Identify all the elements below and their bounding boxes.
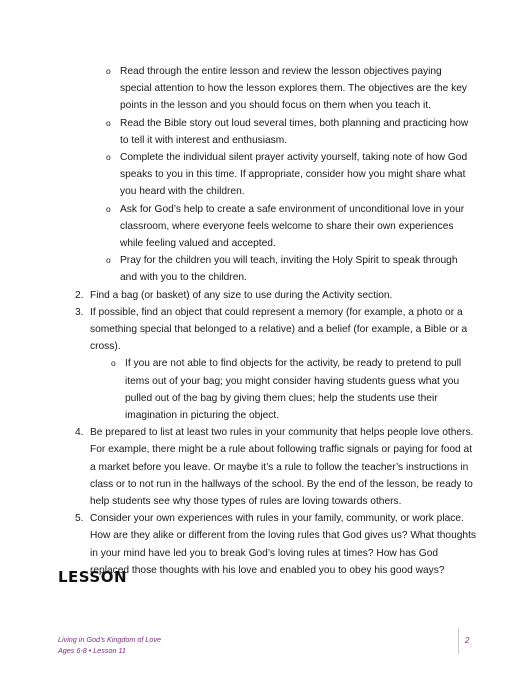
circle-bullet-icon: o [106,203,111,214]
sub-list-text: Read through the entire lesson and review the lesson objectives paying special attention to how the lesson explores them. The objectives are the key points in the lesson and you should focus on them when you teach it. [120,66,467,112]
sub-list-item [58,149,476,201]
footer-divider [458,628,459,654]
sub-list-item [58,115,476,149]
sub-list-text: Read the Bible story out loud several times, both planning and practicing how to tell it with interest and enthusiasm. [120,117,469,146]
numbered-item [58,304,476,356]
sub-list-text: Ask for God’s help to create a safe environment of unconditional love in your classroom, where everyone feels welcome to share their own experiences while feeling valued and accepted. [120,203,465,250]
numbered-text: Consider your own experiences with rules in your family, community, or work place. How are they alike or different from the loving rules that God gives us? What thoughts in your mind have led you to break God’s loving rules at times? How has God replaced those thoughts with his love and enabled you to obey his good ways? [90,513,477,576]
item-number: 5. [75,513,84,525]
page-number: 2 [465,636,470,645]
sub-list-text: Pray for the children you will teach, inviting the Holy Spirit to speak through and with you to the children. [120,255,458,284]
numbered-text: Find a bag (or basket) of any size to use during the Activity section. [90,289,393,301]
prep-list [58,63,476,579]
numbered-text: Be prepared to list at least two rules in your community that helps people love others. For example, there might be a rule about following traffic signals or paying for food at a market before you leave. Or maybe it’s a rule to follow the teacher’s instructions in class or to not run in the hallways of the school. By the end of the lesson, be ready to help students see why those types of rules are loving towards others. [90,427,474,508]
footer-series: Living in God’s Kingdom of Love [58,635,161,644]
numbered-item [58,287,476,304]
sub-list-item [58,252,476,286]
circle-bullet-icon: o [106,117,111,128]
item-number: 4. [75,427,84,439]
item-number: 3. [75,306,84,318]
footer-title [58,634,161,656]
numbered-item [58,424,476,510]
sub-list-item [58,63,476,115]
circle-bullet-icon: o [106,255,111,266]
sub-list-item [58,355,476,424]
numbered-text: If possible, find an object that could represent a memory (for example, a photo or a something special that belonged to a relative) and a belief (for example, a Bible or a cross). [90,306,468,353]
item-number: 2. [75,289,84,301]
section-heading: LESSON [58,568,128,586]
circle-bullet-icon: o [106,66,111,76]
sub-list-text: Complete the individual silent prayer activity yourself, taking note of how God speaks to you in this time. If appropriate, consider how you might share what you heard with the children. [120,152,468,198]
footer-lesson: Ages 6-8 • Lesson 11 [58,646,126,655]
circle-bullet-icon: o [106,152,111,163]
sub-list-text: If you are not able to find objects for the activity, be ready to pretend to pull items out of your bag; you might consider having students guess what you pulled out of the bag by giving them clues; help the students use their imagination in picturing the object. [125,358,462,422]
circle-bullet-icon: o [111,358,116,369]
sub-list-item [58,201,476,253]
